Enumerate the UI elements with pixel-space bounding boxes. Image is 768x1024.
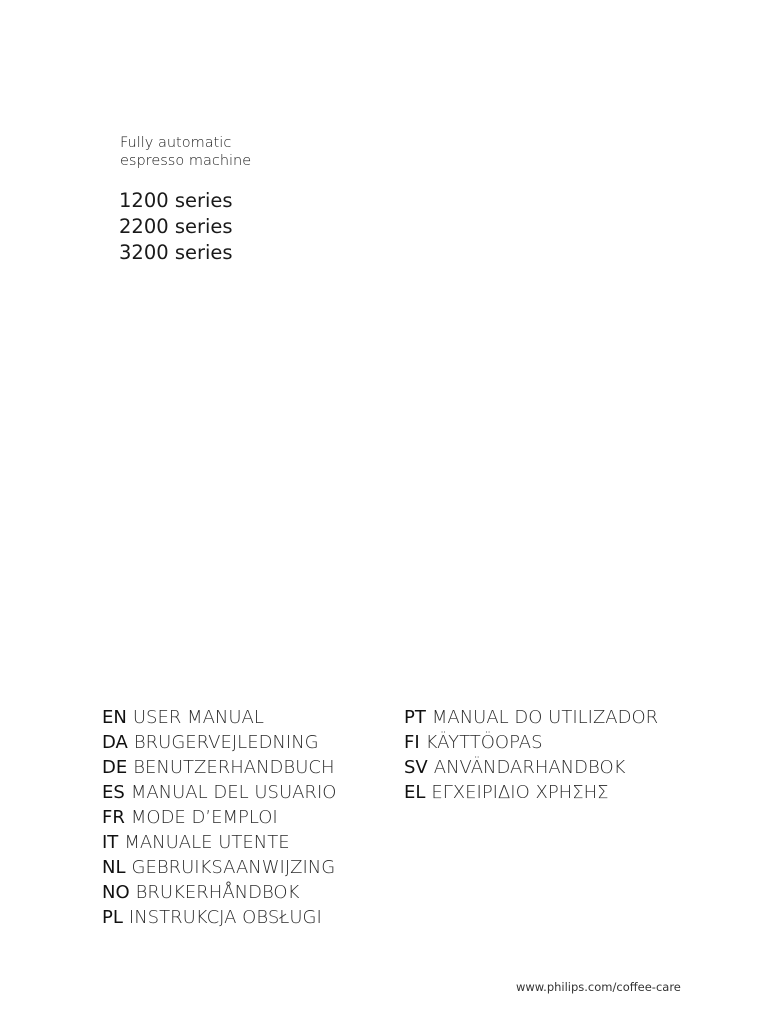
language-entry bbox=[102, 730, 336, 755]
language-code: EN bbox=[102, 707, 127, 728]
series-item: 1200 series bbox=[119, 189, 233, 212]
language-code: IT bbox=[102, 832, 119, 853]
language-code: PT bbox=[404, 707, 426, 728]
language-code: DE bbox=[102, 757, 128, 778]
product-description-line-1: Fully automatic bbox=[120, 135, 232, 151]
product-description-line-2: espresso machine bbox=[120, 153, 252, 169]
language-entry bbox=[102, 755, 336, 780]
language-code: ES bbox=[102, 782, 125, 803]
language-entry bbox=[102, 705, 336, 730]
manual-title: ANVÄNDARHANDBOK bbox=[433, 757, 626, 778]
language-entry bbox=[404, 730, 658, 755]
language-code: FI bbox=[404, 732, 420, 753]
language-entry bbox=[404, 755, 658, 780]
language-entry bbox=[102, 905, 336, 930]
series-item: 2200 series bbox=[119, 215, 233, 238]
manual-title: ΕΓΧΕΙΡΙΔΙΟ ΧΡΗΣΗΣ bbox=[431, 782, 609, 803]
language-list-right bbox=[404, 705, 658, 805]
language-entry bbox=[102, 830, 336, 855]
manual-title: INSTRUKCJA OBSŁUGI bbox=[128, 907, 322, 928]
language-code: NL bbox=[102, 857, 126, 878]
manual-title: KÄYTTÖOPAS bbox=[425, 732, 543, 753]
manual-title: GEBRUIKSAANWIJZING bbox=[131, 857, 336, 878]
language-entry bbox=[404, 780, 658, 805]
series-item: 3200 series bbox=[119, 241, 233, 264]
language-code: EL bbox=[404, 782, 426, 803]
manual-title: USER MANUAL bbox=[132, 707, 264, 728]
language-code: FR bbox=[102, 807, 125, 828]
language-code: NO bbox=[102, 882, 130, 903]
footer-website-link[interactable]: www.philips.com/coffee-care bbox=[516, 980, 681, 994]
manual-title: MANUALE UTENTE bbox=[124, 832, 290, 853]
language-list-left bbox=[102, 705, 336, 930]
manual-title: BENUTZERHANDBUCH bbox=[133, 757, 335, 778]
manual-title: MANUAL DEL USUARIO bbox=[130, 782, 337, 803]
language-code: SV bbox=[404, 757, 428, 778]
manual-title: MODE D’EMPLOI bbox=[130, 807, 278, 828]
series-list bbox=[119, 188, 233, 266]
product-description bbox=[120, 134, 251, 170]
manual-title: BRUGERVEJLEDNING bbox=[133, 732, 319, 753]
language-entry bbox=[404, 705, 658, 730]
language-entry bbox=[102, 880, 336, 905]
language-code: DA bbox=[102, 732, 128, 753]
language-entry bbox=[102, 780, 336, 805]
language-code: PL bbox=[102, 907, 123, 928]
manual-title: MANUAL DO UTILIZADOR bbox=[431, 707, 659, 728]
language-entry bbox=[102, 805, 336, 830]
manual-title: BRUKERHÅNDBOK bbox=[135, 882, 300, 903]
language-entry bbox=[102, 855, 336, 880]
